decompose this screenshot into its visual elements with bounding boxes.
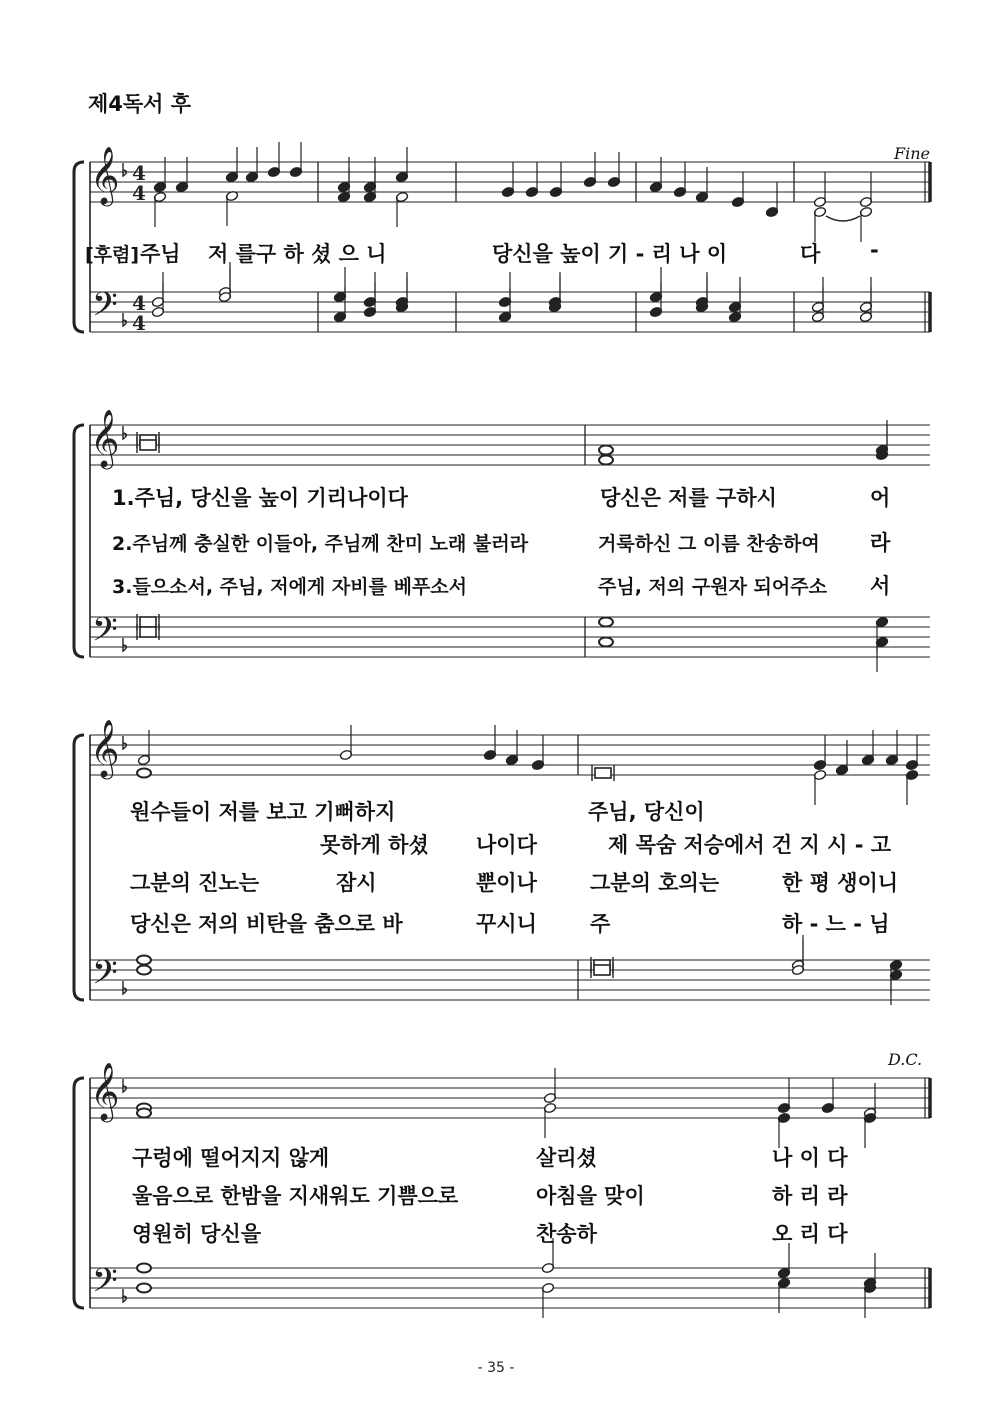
flat-sign-icon bbox=[123, 163, 127, 176]
flat-sign-icon bbox=[123, 981, 127, 994]
sys3-verse2-lyric-d: 그분의 호의는 bbox=[590, 871, 720, 895]
sys3-verse1-lyric-c: 못하게 하셨 bbox=[320, 833, 429, 857]
system-bracket bbox=[74, 162, 84, 332]
whole-note bbox=[599, 638, 613, 647]
whole-note bbox=[137, 769, 151, 778]
treble-clef-icon: 𝄞 bbox=[90, 1062, 120, 1120]
verse2-lyric-b: 거룩하신 그 이름 찬송하여 bbox=[598, 533, 820, 555]
sys4-verse2-lyric-b: 아침을 맞이 bbox=[536, 1184, 645, 1208]
bass-clef-icon: 𝄢 bbox=[92, 611, 118, 657]
system-bracket bbox=[74, 1078, 84, 1308]
verse2-lyric-a: 2.주님께 충실한 이들아, 주님께 찬미 노래 불러라 bbox=[112, 533, 529, 555]
whole-note bbox=[599, 618, 613, 627]
refrain-lyric-1: 주님 bbox=[140, 242, 181, 266]
refrain-lyric-5: - bbox=[870, 238, 879, 262]
refrain-label: [후렴] bbox=[85, 244, 140, 266]
treble-clef-icon: 𝄞 bbox=[90, 409, 120, 467]
flat-sign-icon bbox=[123, 426, 127, 439]
breve-note bbox=[595, 768, 611, 778]
treble-clef-icon: 𝄞 bbox=[90, 719, 120, 777]
sys4-verse2-lyric-a: 울음으로 한밤을 지새워도 기쁨으로 bbox=[132, 1184, 459, 1208]
sys3-verse3-lyric-d: 하 - 느 - 님 bbox=[782, 912, 890, 936]
refrain-lyric-4: 다 bbox=[800, 242, 821, 266]
system-bracket bbox=[74, 425, 84, 657]
whole-note bbox=[599, 456, 613, 465]
verse1-lyric-a: 1.주님, 당신을 높이 기리나이다 bbox=[112, 486, 408, 510]
time-signature: 4 bbox=[132, 161, 146, 185]
refrain-lyric-2: 저 를구 하 셨 으 니 bbox=[208, 242, 387, 266]
sys3-verse1-lyric-b: 주님, 당신이 bbox=[588, 800, 705, 824]
sys3-verse2-lyric-c: 뿐이나 bbox=[476, 871, 537, 895]
sys3-verse2-lyric-a: 그분의 진노는 bbox=[130, 871, 260, 895]
flat-sign-icon bbox=[123, 1289, 127, 1302]
verse2-lyric-c: 라 bbox=[870, 531, 891, 555]
sys3-verse1-lyric-a: 원수들이 저를 보고 기뻐하지 bbox=[130, 800, 396, 824]
whole-note bbox=[599, 446, 613, 455]
sys3-verse1-lyric-d: 나이다 bbox=[476, 833, 537, 857]
sys4-verse3-lyric-b: 찬송하 bbox=[536, 1222, 597, 1246]
sys3-verse3-lyric-a: 당신은 저의 비탄을 춤으로 바 bbox=[130, 912, 403, 936]
sys3-verse2-lyric-e: 한 평 생이니 bbox=[782, 871, 899, 895]
sys3-verse3-lyric-c: 주 bbox=[590, 912, 611, 936]
page-number: - 35 - bbox=[477, 1360, 515, 1376]
time-signature: 4 bbox=[132, 311, 146, 335]
bass-clef-icon: 𝄢 bbox=[92, 954, 118, 1000]
system-bracket bbox=[74, 735, 84, 1000]
flat-sign-icon bbox=[123, 736, 127, 749]
whole-note bbox=[137, 1284, 151, 1293]
page-title: 제4독서 후 bbox=[88, 92, 192, 116]
verse3-lyric-b: 주님, 저의 구원자 되어주소 bbox=[598, 576, 827, 598]
time-signature: 4 bbox=[132, 181, 146, 205]
whole-note bbox=[137, 966, 151, 975]
whole-note bbox=[137, 1264, 151, 1273]
sys4-verse1-lyric-c: 나 이 다 bbox=[772, 1146, 848, 1170]
bass-clef-icon: 𝄢 bbox=[92, 286, 118, 332]
verse3-lyric-c: 서 bbox=[870, 574, 891, 598]
fine-marking: Fine bbox=[894, 144, 930, 163]
sys3-verse2-lyric-b: 잠시 bbox=[336, 871, 377, 895]
whole-note bbox=[137, 1109, 151, 1118]
breve-note bbox=[140, 617, 156, 627]
breve-note bbox=[594, 965, 610, 975]
flat-sign-icon bbox=[123, 1079, 127, 1092]
verse3-lyric-a: 3.들으소서, 주님, 저에게 자비를 베푸소서 bbox=[112, 576, 467, 598]
sys4-verse3-lyric-a: 영원히 당신을 bbox=[132, 1222, 262, 1246]
sys4-verse2-lyric-c: 하 리 라 bbox=[772, 1184, 848, 1208]
dc-marking: D.C. bbox=[888, 1050, 923, 1069]
flat-sign-icon bbox=[123, 638, 127, 651]
bass-clef-icon: 𝄢 bbox=[92, 1262, 118, 1308]
whole-note bbox=[137, 956, 151, 965]
sys4-verse1-lyric-b: 살리셨 bbox=[536, 1146, 597, 1170]
sys3-verse3-lyric-b: 꾸시니 bbox=[476, 912, 537, 936]
breve-note bbox=[140, 627, 156, 637]
verse1-lyric-b: 당신은 저를 구하시 bbox=[600, 486, 777, 510]
sys4-verse1-lyric-a: 구렁에 떨어지지 않게 bbox=[132, 1146, 330, 1170]
refrain-lyric-3: 당신을 높이 기 - 리 나 이 bbox=[492, 242, 728, 266]
verse1-lyric-c: 어 bbox=[870, 486, 891, 510]
sys3-verse1-lyric-e: 제 목숨 저승에서 건 지 시 - 고 bbox=[608, 833, 892, 857]
breve-note bbox=[140, 440, 156, 450]
flat-sign-icon bbox=[123, 313, 127, 326]
sys4-verse3-lyric-c: 오 리 다 bbox=[772, 1222, 848, 1246]
tie bbox=[826, 216, 860, 221]
time-signature: 4 bbox=[132, 291, 146, 315]
treble-clef-icon: 𝄞 bbox=[90, 146, 120, 204]
